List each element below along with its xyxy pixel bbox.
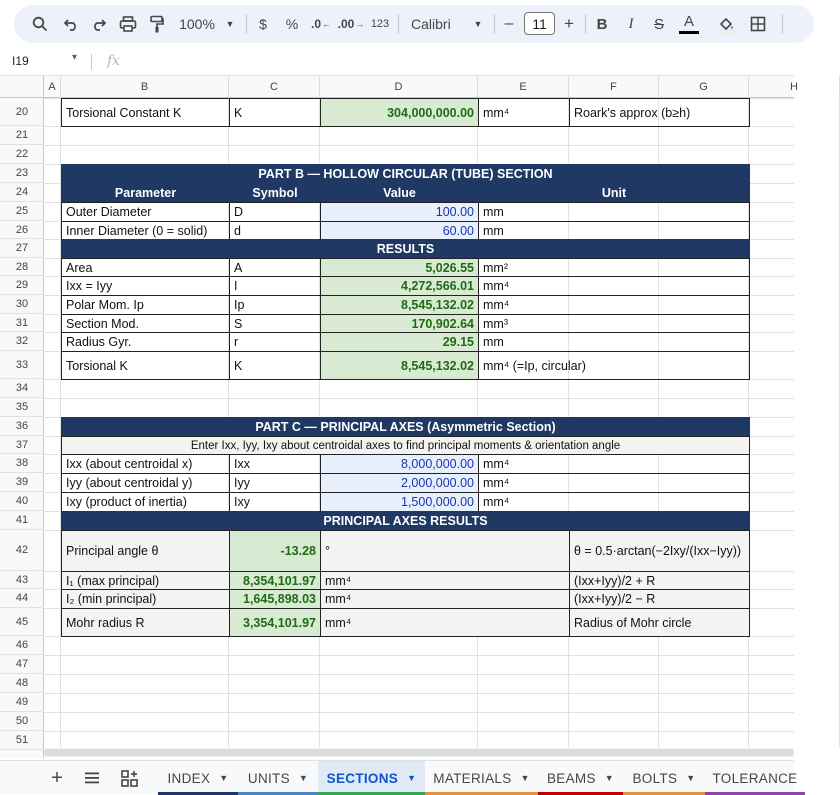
sheet-tab-materials[interactable]	[425, 761, 538, 795]
parameter-cell[interactable]: Section Mod.	[61, 314, 230, 333]
parameter-cell[interactable]: Torsional K	[61, 351, 230, 380]
increase-decimal-label: .00	[337, 17, 355, 31]
symbol-cell[interactable]: d	[229, 221, 321, 240]
row-header[interactable]: 47	[0, 655, 44, 674]
row-header[interactable]: 30	[0, 295, 44, 314]
column-header-b[interactable]: B	[61, 76, 229, 98]
symbol-cell[interactable]: Iyy	[229, 473, 321, 493]
name-box[interactable]: I19	[12, 54, 29, 68]
table-header-cell[interactable]: Parameter	[61, 183, 230, 203]
font-family-value: Calibri	[411, 16, 451, 32]
row-header[interactable]: 35	[0, 398, 44, 417]
symbol-cell[interactable]: I	[229, 276, 321, 296]
parameter-cell[interactable]: Ixx = Iyy	[61, 276, 230, 296]
sheet-tab-beams[interactable]	[538, 761, 623, 795]
gridline	[44, 712, 794, 713]
sheet-tab-bar	[0, 760, 798, 794]
results-title[interactable]: PRINCIPAL AXES RESULTS	[61, 511, 750, 531]
toolbar-divider	[398, 14, 399, 34]
sheet-tab-bolts[interactable]	[623, 761, 705, 795]
input-value-cell[interactable]: 60.00	[320, 221, 479, 240]
parameter-cell[interactable]: Area	[61, 258, 230, 277]
row-header[interactable]: 36	[0, 417, 44, 436]
sheet-tab-label: SECTIONS	[326, 770, 399, 786]
section-title-part-b[interactable]: PART B — HOLLOW CIRCULAR (TUBE) SECTION	[61, 164, 750, 184]
toolbar-divider	[782, 14, 783, 34]
row-header[interactable]: 20	[0, 98, 44, 126]
section-subtitle[interactable]: Enter Ixx, Iyy, Ixy about centroidal axes to find principal moments & orientation angle	[61, 436, 750, 455]
tab-menu-caret-icon[interactable]: ▼	[520, 773, 530, 783]
gridline	[44, 693, 794, 694]
parameter-cell[interactable]: Iyy (about centroidal y)	[61, 473, 230, 493]
result-value-cell[interactable]: 8,545,132.02	[320, 351, 479, 380]
unit-cell[interactable]: mm	[478, 332, 750, 352]
sheet-tab-label: BOLTS	[632, 770, 678, 786]
symbol-cell[interactable]: A	[229, 258, 321, 277]
bold-button[interactable]	[594, 5, 610, 43]
column-header-d[interactable]: D	[320, 76, 478, 98]
result-value-cell[interactable]: 4,272,566.01	[320, 276, 479, 296]
input-value-cell[interactable]: 100.00	[320, 202, 479, 222]
row-header[interactable]: 25	[0, 202, 44, 221]
add-sheet-icon[interactable]: +	[51, 766, 63, 789]
name-box-caret-icon[interactable]: ▾	[72, 52, 78, 63]
table-header-cell[interactable]: Symbol	[229, 183, 321, 203]
font-size-input[interactable]	[524, 12, 555, 35]
result-value-cell[interactable]: 29.15	[320, 332, 479, 352]
input-value-cell[interactable]: 1,500,000.00	[320, 492, 479, 512]
bold-label: B	[596, 15, 608, 33]
row-header[interactable]: 48	[0, 674, 44, 693]
plus-label: +	[564, 14, 574, 33]
undo-icon[interactable]	[60, 5, 82, 43]
horizontal-scrollbar[interactable]	[44, 748, 794, 757]
row-header[interactable]: 51	[0, 731, 44, 750]
row-header[interactable]: 44	[0, 589, 44, 608]
parameter-cell[interactable]: I₂ (min principal)	[61, 589, 230, 609]
strike-label: S	[653, 15, 664, 33]
sheet-tab-label: BEAMS	[547, 770, 596, 786]
sheet-tab-label: INDEX	[167, 770, 211, 786]
increase-font-size-button[interactable]	[560, 5, 578, 43]
note-cell[interactable]: Roark's approx (b≥h)	[569, 98, 750, 127]
row-header[interactable]: 46	[0, 636, 44, 655]
text-color-swatch	[679, 31, 699, 34]
result-value-cell[interactable]: 304,000,000.00	[320, 98, 479, 127]
row-header[interactable]: 39	[0, 473, 44, 492]
unit-cell[interactable]: mm	[478, 202, 750, 222]
text-color-button[interactable]	[678, 5, 700, 43]
gridline	[44, 731, 794, 732]
row-header[interactable]: 41	[0, 511, 44, 530]
column-header-f[interactable]: F	[569, 76, 659, 98]
unit-cell[interactable]: mm⁴	[478, 492, 750, 512]
row-header[interactable]: 38	[0, 454, 44, 473]
sheet-tab-units[interactable]	[238, 761, 318, 795]
formula-note-cell[interactable]: Radius of Mohr circle	[569, 608, 750, 637]
parameter-cell[interactable]: Mohr radius R	[61, 608, 230, 637]
gridline	[44, 145, 794, 146]
paint-format-icon[interactable]	[146, 5, 168, 43]
select-all-corner[interactable]	[0, 76, 44, 98]
parameter-cell[interactable]: Ixy (product of inertia)	[61, 492, 230, 512]
symbol-cell[interactable]: Ixx	[229, 454, 321, 474]
row-header[interactable]: 43	[0, 571, 44, 589]
formula-note-cell[interactable]: θ = 0.5·arctan(−2Ixy/(Ixx−Iyy))	[569, 530, 750, 572]
redo-icon[interactable]	[88, 5, 110, 43]
unit-cell[interactable]: mm⁴	[478, 276, 750, 296]
symbol-cell[interactable]: K	[229, 98, 321, 127]
unit-cell[interactable]: °	[320, 530, 570, 572]
currency-format-button[interactable]	[255, 5, 271, 43]
sheet-tab-label: MATERIALS	[433, 770, 512, 786]
row-header[interactable]: 31	[0, 314, 44, 332]
borders-icon[interactable]	[747, 5, 769, 43]
column-header-h[interactable]: H	[749, 76, 840, 98]
tab-menu-caret-icon[interactable]: ▼	[407, 773, 417, 783]
column-headers	[0, 76, 798, 98]
toolbar-divider	[585, 14, 586, 34]
decrease-decimal-label: .0	[310, 17, 321, 31]
input-value-cell[interactable]: 2,000,000.00	[320, 473, 479, 493]
zoom-value: 100%	[179, 16, 215, 32]
symbol-cell[interactable]: S	[229, 314, 321, 333]
parameter-cell[interactable]: Torsional Constant K	[61, 98, 230, 127]
result-value-cell[interactable]: 1,645,898.03	[229, 589, 321, 609]
row-header[interactable]: 32	[0, 332, 44, 351]
unit-cell[interactable]: mm⁴	[320, 589, 570, 609]
result-value-cell[interactable]: 8,545,132.02	[320, 295, 479, 315]
formula-note-cell[interactable]: (Ixx+Iyy)/2 − R	[569, 589, 750, 609]
arrow-left-icon: ←	[322, 19, 331, 29]
spreadsheet-grid[interactable]	[0, 76, 798, 746]
result-value-cell[interactable]: -13.28	[229, 530, 321, 572]
sheet-tab-label: TOLERANCE	[712, 770, 798, 786]
tab-menu-caret-icon[interactable]: ▼	[604, 773, 614, 783]
column-header-c[interactable]: C	[229, 76, 320, 98]
text-color-letter: A	[683, 13, 694, 30]
row-headers	[0, 98, 44, 758]
row-header[interactable]: 27	[0, 239, 44, 258]
font-caret-icon[interactable]: ▼	[473, 19, 483, 29]
section-title-part-c[interactable]: PART C — PRINCIPAL AXES (Asymmetric Section)	[61, 417, 750, 437]
tab-menu-caret-icon[interactable]: ▼	[298, 773, 309, 783]
input-value-cell[interactable]: 8,000,000.00	[320, 454, 479, 474]
table-header-cell[interactable]: Value	[320, 183, 479, 203]
unit-cell[interactable]: mm⁴	[320, 571, 570, 590]
number-format-button[interactable]	[369, 5, 391, 43]
print-icon[interactable]	[117, 5, 139, 43]
symbol-cell[interactable]: D	[229, 202, 321, 222]
parameter-cell[interactable]: Radius Gyr.	[61, 332, 230, 352]
results-title[interactable]: RESULTS	[61, 239, 750, 259]
all-sheets-icon[interactable]	[83, 768, 101, 788]
unit-cell[interactable]: mm⁴ (=Ip, circular)	[478, 351, 750, 380]
row-header[interactable]: 24	[0, 183, 44, 202]
fx-icon: fx	[107, 53, 121, 69]
unit-cell[interactable]: mm³	[478, 314, 750, 333]
toolbar	[0, 0, 794, 48]
result-value-cell[interactable]: 8,354,101.97	[229, 571, 321, 590]
currency-label: $	[259, 16, 267, 32]
gridline	[44, 398, 794, 399]
sheet-tab-tolerance[interactable]	[705, 761, 805, 795]
row-header[interactable]: 45	[0, 608, 44, 636]
unit-cell[interactable]: mm⁴	[478, 454, 750, 474]
increase-decimal-button[interactable]	[339, 5, 363, 43]
sheet-tab-label: UNITS	[247, 770, 290, 786]
row-header[interactable]: 28	[0, 258, 44, 276]
gridline	[44, 674, 794, 675]
number-format-label: 123	[370, 18, 390, 30]
unit-cell[interactable]: mm⁴	[478, 295, 750, 315]
column-header-g[interactable]: G	[659, 76, 749, 98]
row-header[interactable]: 42	[0, 530, 44, 571]
minus-label: –	[504, 15, 514, 32]
arrow-right-icon: →	[355, 19, 365, 29]
strikethrough-button[interactable]	[651, 5, 667, 43]
row-header[interactable]: 34	[0, 379, 44, 398]
toolbar-divider	[246, 14, 247, 34]
italic-label: I	[628, 15, 634, 32]
row-header[interactable]: 37	[0, 436, 44, 454]
unit-cell[interactable]: mm⁴	[478, 473, 750, 493]
row-header[interactable]: 29	[0, 276, 44, 295]
sheet-tab-index[interactable]	[158, 761, 238, 795]
cell-layer	[0, 76, 794, 746]
column-header-e[interactable]: E	[478, 76, 569, 98]
font-size-value: 11	[532, 15, 547, 32]
result-value-cell[interactable]: 3,354,101.97	[229, 608, 321, 637]
symbol-cell[interactable]: K	[229, 351, 321, 380]
parameter-cell[interactable]: Outer Diameter	[61, 202, 230, 222]
tab-menu-caret-icon[interactable]: ▼	[219, 773, 229, 783]
column-header-a[interactable]: A	[44, 76, 61, 98]
symbol-cell[interactable]: r	[229, 332, 321, 352]
fill-color-icon[interactable]	[715, 5, 737, 43]
row-header[interactable]: 23	[0, 164, 44, 183]
sheet-manager-icon[interactable]	[119, 768, 139, 788]
tab-menu-caret-icon[interactable]: ▼	[686, 773, 696, 783]
decrease-font-size-button[interactable]	[501, 5, 517, 43]
formula-divider	[91, 54, 92, 70]
zoom-select[interactable]	[176, 5, 218, 43]
parameter-cell[interactable]: Polar Mom. Ip	[61, 295, 230, 315]
font-family-select[interactable]	[411, 5, 471, 43]
parameter-cell[interactable]: Inner Diameter (0 = solid)	[61, 221, 230, 240]
unit-cell[interactable]: mm⁴	[320, 608, 570, 637]
parameter-cell[interactable]: Principal angle θ	[61, 530, 230, 572]
parameter-cell[interactable]: I₁ (max principal)	[61, 571, 230, 590]
gridline	[44, 655, 794, 656]
symbol-cell[interactable]: Ixy	[229, 492, 321, 512]
row-header[interactable]: 49	[0, 693, 44, 712]
row-header[interactable]: 33	[0, 351, 44, 379]
zoom-caret-icon[interactable]: ▼	[225, 19, 235, 29]
unit-cell[interactable]: mm²	[478, 258, 750, 277]
row-header[interactable]: 21	[0, 126, 44, 145]
unit-cell[interactable]: mm⁴	[478, 98, 570, 127]
result-value-cell[interactable]: 5,026.55	[320, 258, 479, 277]
formula-note-cell[interactable]: (Ixx+Iyy)/2 + R	[569, 571, 750, 590]
symbol-cell[interactable]: Ip	[229, 295, 321, 315]
unit-cell[interactable]: mm	[478, 221, 750, 240]
row-header[interactable]: 50	[0, 712, 44, 731]
percent-format-button[interactable]	[283, 5, 301, 43]
scrollbar-thumb[interactable]	[44, 749, 794, 756]
row-header[interactable]: 40	[0, 492, 44, 511]
percent-label: %	[285, 16, 299, 32]
row-header[interactable]: 22	[0, 145, 44, 164]
sheet-tab-sections[interactable]	[318, 761, 425, 795]
italic-button[interactable]	[623, 5, 639, 43]
decrease-decimal-button[interactable]	[310, 5, 332, 43]
parameter-cell[interactable]: Ixx (about centroidal x)	[61, 454, 230, 474]
table-header-cell[interactable]: Unit	[478, 183, 750, 203]
row-header[interactable]: 26	[0, 221, 44, 239]
search-icon[interactable]	[29, 5, 51, 43]
result-value-cell[interactable]: 170,902.64	[320, 314, 479, 333]
formula-bar	[0, 48, 794, 76]
toolbar-divider	[494, 14, 495, 34]
